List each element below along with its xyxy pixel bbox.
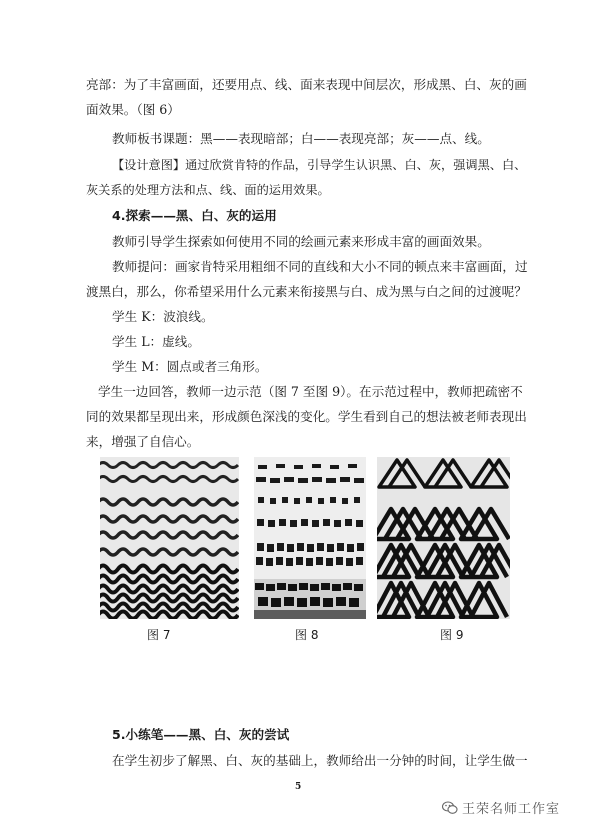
paragraph-line: 教师板书课题：黑——表现暗部；白——表现亮部；灰——点、线。 <box>112 131 490 146</box>
paragraph-line: 在学生初步了解黑、白、灰的基础上，教师给出一分钟的时间，让学生做一 <box>112 753 528 768</box>
paragraph-line: 亮部：为了丰富画面，还要用点、线、面来表现中间层次，形成黑、白、灰的画 <box>86 77 527 92</box>
watermark <box>442 798 560 817</box>
paragraph-line: 学生一边回答，教师一边示范（图 7 至图 9）。在示范过程中，教师把疏密不 <box>98 384 523 399</box>
paragraph-line: 来，增强了自信心。 <box>86 434 200 449</box>
figure-8-caption: 图 8 <box>295 628 319 642</box>
figure-9-caption: 图 9 <box>440 628 464 642</box>
paragraph-line: 学生 L：虚线。 <box>112 334 200 349</box>
figure-8-dashes <box>254 457 366 619</box>
figure-7-wavy-lines <box>100 457 239 619</box>
paragraph-line: 学生 M：圆点或者三角形。 <box>112 359 268 374</box>
figure-7-caption: 图 7 <box>147 628 171 642</box>
section-heading-4: 4.探索——黑、白、灰的运用 <box>112 208 277 223</box>
paragraph-line: 面效果。（图 6） <box>86 102 180 117</box>
watermark-text: 王荣名师工作室 <box>462 802 561 817</box>
paragraph-line: 同的效果都呈现出来，形成颜色深浅的变化。学生看到自己的想法被老师表现出 <box>86 409 527 424</box>
paragraph-line: 学生 K：波浪线。 <box>112 309 214 324</box>
figure-9-triangles <box>377 457 510 619</box>
design-intent-line: 灰关系的处理方法和点、线、面的运用效果。 <box>86 183 330 197</box>
paragraph-line: 教师引导学生探索如何使用不同的绘画元素来形成丰富的画面效果。 <box>112 234 490 249</box>
paragraph-line: 渡黑白，那么，你希望采用什么元素来衔接黑与白、成为黑与白之间的过渡呢？ <box>86 284 527 299</box>
page-number: 5 <box>295 782 302 792</box>
paragraph-line: 教师提问：画家肯特采用粗细不同的直线和大小不同的顿点来丰富画面，过 <box>112 259 528 274</box>
section-heading-5: 5.小练笔——黑、白、灰的尝试 <box>112 727 290 742</box>
wechat-icon <box>442 801 458 815</box>
design-intent-line: 【设计意图】通过欣赏肯特的作品，引导学生认识黑、白、灰，强调黑、白、 <box>112 158 527 172</box>
